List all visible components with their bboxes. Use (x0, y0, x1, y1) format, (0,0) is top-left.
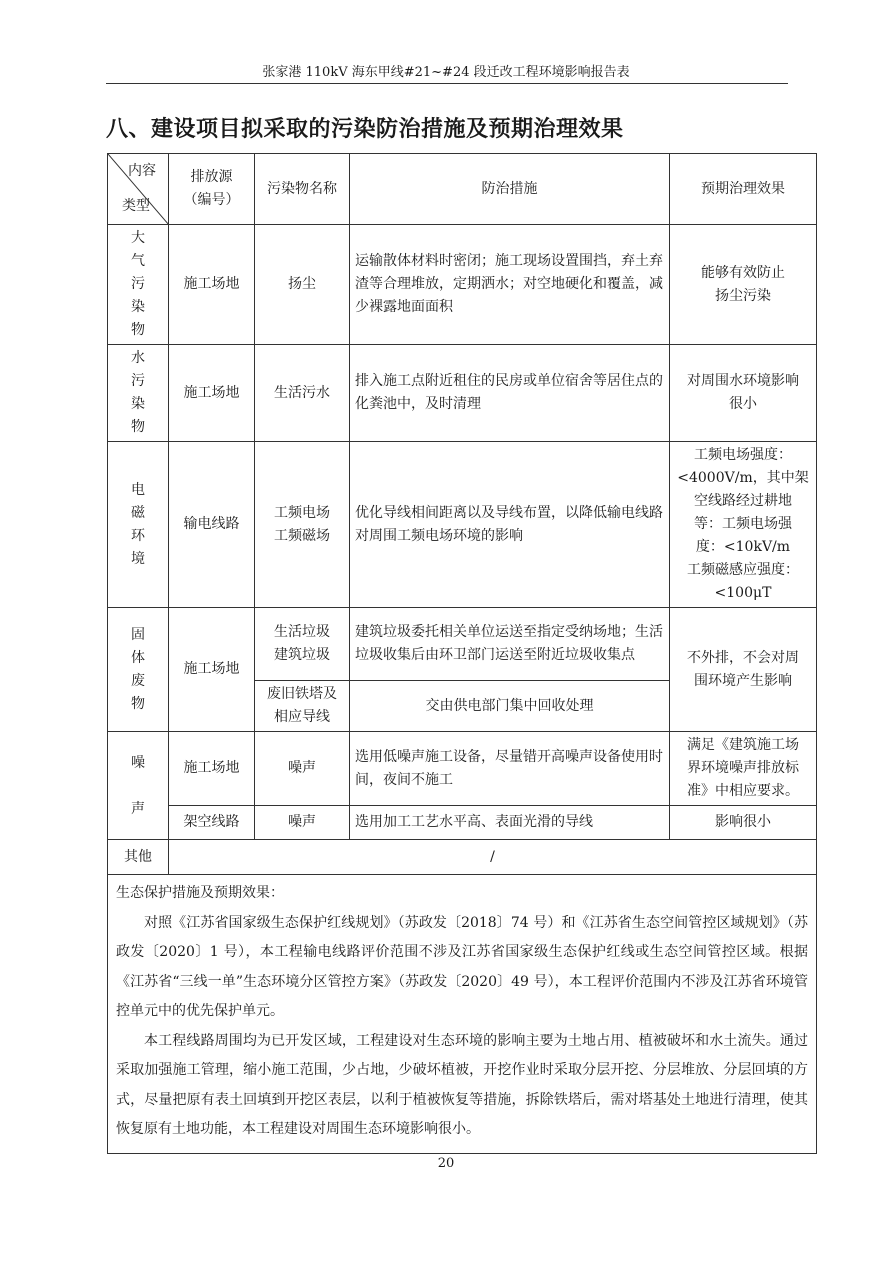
pollutant-line: 相应导线 (274, 709, 330, 725)
table-row-other (108, 840, 817, 875)
type-char: 体 (131, 649, 145, 666)
measures-noise-b: 选用加工工艺水平高、表面光滑的导线 (350, 806, 670, 840)
eco-heading: 生态保护措施及预期效果： (116, 885, 284, 901)
corner-label-content: 内容 (128, 163, 156, 179)
type-em (108, 442, 169, 608)
type-char: 气 (131, 253, 145, 269)
source-solid: 施工场地 (169, 608, 255, 732)
measures-noise-a: 选用低噪声施工设备，尽量错开高噪声设备使用时间，夜间不施工 (350, 732, 670, 806)
effect-line: 准》中相应要求。 (687, 783, 799, 799)
type-char: 水 (131, 350, 145, 366)
pollutant-water: 生活污水 (255, 345, 350, 442)
other-value: / (169, 840, 817, 875)
source-noise-b: 架空线路 (169, 806, 255, 840)
pollutant-line: 生活垃圾 (274, 624, 330, 640)
effect-air (670, 225, 817, 345)
type-char: 染 (131, 396, 145, 412)
type-char: 染 (131, 299, 145, 315)
type-air (108, 225, 169, 345)
table-row-water (108, 345, 817, 442)
table-row-solid-a (108, 608, 817, 681)
measures-water: 排入施工点附近租住的民房或单位宿舍等居住点的化粪池中，及时清理 (350, 345, 670, 442)
header-effect: 预期治理效果 (670, 154, 817, 225)
source-noise-a: 施工场地 (169, 732, 255, 806)
type-other: 其他 (108, 840, 169, 875)
pollutant-line: 工频电场 (274, 504, 330, 521)
pollutant-line: 工频磁场 (274, 527, 330, 544)
type-char: 磁 (131, 504, 145, 521)
section-title: 八、建设项目拟采取的污染防治措施及预期治理效果 (106, 117, 624, 142)
effect-line: 能够有效防止 (701, 264, 785, 281)
corner-label-type: 类型 (122, 198, 150, 214)
source-water: 施工场地 (169, 345, 255, 442)
type-char: 电 (131, 481, 145, 498)
page-number: 20 (437, 1156, 455, 1171)
header-source-line2: （编号） (183, 192, 240, 208)
type-char: 污 (131, 276, 145, 292)
corner-header-cell (108, 154, 169, 225)
effect-line: 空线路经过耕地 (694, 493, 792, 509)
eco-paragraph-2: 本工程线路周围均为已开发区域，工程建设对生态环境的影响主要为土地占用、植被破坏和水土流失。通过采取加强施工管理，缩小施工范围，少占地，少破坏植被，开挖作业时采取分层开挖、分层堆放、分层回填的方式，尽量把原有表土回填到开挖区表层，以利于植被恢复等措施，拆除铁塔后，需对塔基处土地进行清理，使其恢复原有土地功能，本工程建设对周围生态环境影响很小。 (116, 1032, 808, 1137)
effect-line: <4000V/m，其中架 (677, 470, 809, 486)
source-em: 输电线路 (169, 442, 255, 608)
measures-air: 运输散体材料时密闭；施工现场设置围挡，弃土弃渣等合理堆放，定期洒水；对空地硬化和覆盖，减少裸露地面面积 (350, 225, 670, 345)
header-measures: 防治措施 (350, 154, 670, 225)
effect-solid (670, 608, 817, 732)
type-char: 物 (131, 322, 145, 338)
pollutant-em (255, 442, 350, 608)
pollutant-solid-b (255, 681, 350, 732)
effect-line: 很小 (729, 396, 757, 412)
effect-line: 满足《建筑施工场 (687, 737, 799, 753)
type-water (108, 345, 169, 442)
document-header: 张家港 110kV 海东甲线#21~#24 段迁改工程环境影响报告表 (262, 65, 630, 80)
type-char: 境 (131, 550, 145, 567)
pollutant-noise-a: 噪声 (255, 732, 350, 806)
effect-line: 等：工频电场强 (694, 516, 792, 532)
table-row-noise-a (108, 732, 817, 806)
measures-solid-b: 交由供电部门集中回收处理 (350, 681, 670, 732)
effect-line: <100μT (714, 585, 772, 601)
effect-noise-a (670, 732, 817, 806)
type-noise (108, 732, 169, 840)
effect-line: 工频电场强度： (694, 447, 792, 463)
effect-line: 工频磁感应强度： (687, 562, 799, 578)
effect-line: 扬尘污染 (715, 287, 771, 304)
header-source (169, 154, 255, 225)
eco-protection-cell (108, 875, 817, 1154)
effect-line: 度：<10kV/m (695, 539, 791, 555)
type-char: 固 (131, 626, 145, 643)
pollutant-noise-b: 噪声 (255, 806, 350, 840)
type-char: 废 (131, 672, 145, 689)
effect-line: 界环境噪声排放标 (687, 760, 799, 776)
eco-paragraph-1: 对照《江苏省国家级生态保护红线规划》（苏政发〔2018〕74 号）和《江苏省生态空间管控区域规划》（苏政发〔2020〕1 号），本工程输电线路评价范围不涉及江苏省国家级生态保护红线或生态空间管控区域。根据《江苏省“三线一单”生态环境分区管控方案》（苏政发〔2020〕49 号），本工程评价范围内不涉及江苏省环境管控单元中的优先保护单元。 (116, 914, 808, 1019)
table-row-eco (108, 875, 817, 1154)
effect-line: 不外排，不会对周 (687, 649, 799, 666)
pollutant-line: 废旧铁塔及 (267, 686, 337, 702)
type-char: 大 (131, 230, 145, 246)
pollutant-line: 建筑垃圾 (274, 647, 330, 663)
type-char: 物 (131, 695, 145, 712)
effect-line: 围环境产生影响 (694, 672, 792, 689)
type-char: 环 (131, 527, 145, 544)
effect-line: 对周围水环境影响 (687, 373, 799, 389)
table-row-em (108, 442, 817, 608)
table-header-row (108, 154, 817, 225)
type-char: 噪 (131, 754, 145, 771)
header-source-line1: 排放源 (190, 169, 233, 185)
type-solid (108, 608, 169, 732)
measures-em: 优化导线相间距离以及导线布置，以降低输电线路对周围工频电场环境的影响 (350, 442, 670, 608)
type-char: 物 (131, 419, 145, 435)
effect-em (670, 442, 817, 608)
type-char: 污 (131, 373, 145, 389)
effect-noise-b: 影响很小 (670, 806, 817, 840)
measures-solid-a: 建筑垃圾委托相关单位运送至指定受纳场地；生活垃圾收集后由环卫部门运送至附近垃圾收集点 (350, 608, 670, 681)
effect-water (670, 345, 817, 442)
header-rule (106, 83, 788, 84)
pollutant-solid-a (255, 608, 350, 681)
table-row-air (108, 225, 817, 345)
pollution-measures-table (107, 153, 817, 1154)
source-air: 施工场地 (169, 225, 255, 345)
type-char: 声 (131, 800, 145, 817)
header-pollutant: 污染物名称 (255, 154, 350, 225)
table-row-noise-b (108, 806, 817, 840)
pollutant-air: 扬尘 (255, 225, 350, 345)
